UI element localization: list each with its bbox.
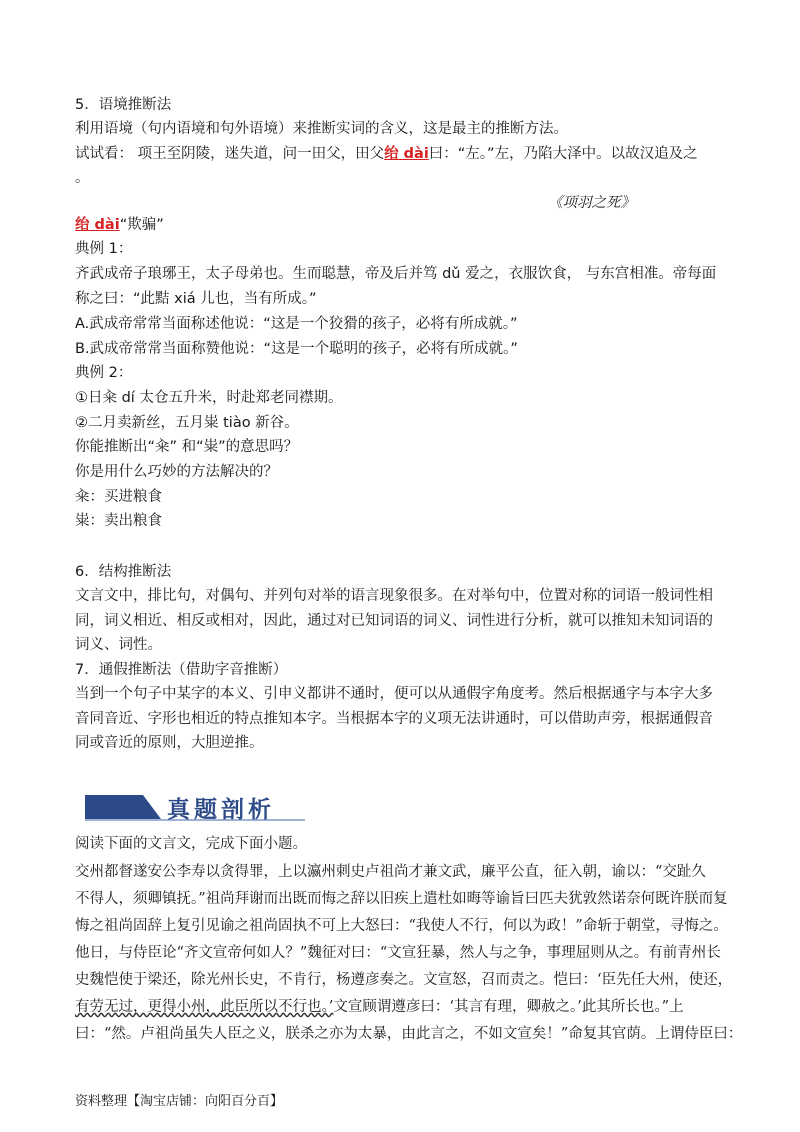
question-2: 你是用什么巧妙的方法解决的？ — [75, 464, 278, 480]
section-7-text-3: 同或音近的原则，大胆逆推。 — [75, 735, 264, 751]
section-7-heading: 7．通假推断法（借助字音推断） — [75, 662, 288, 678]
section-6-heading: 6．结构推断法 — [75, 564, 172, 580]
option-a: A.武成帝常常当面称述他说：“这是一个狡猾的孩子，必将有所成就。” — [75, 316, 518, 332]
gloss-line: 绐 dài“欺骗” — [75, 217, 164, 233]
dai-gloss-highlight: 绐 dài — [75, 217, 120, 233]
dai-pinyin-highlight: 绐 dài — [384, 146, 429, 162]
section-6-text-2: 同，词义相近、相反或相对，因此，通过对已知词语的词义、词性进行分析，就可以推知未知词语的 — [75, 613, 713, 629]
section-7-text-2: 音同音近、字形也相近的特点推知本字。当根据本字的义项无法讲通时，可以借助声旁，根据通假音 — [75, 711, 713, 727]
footer-source: 资料整理【淘宝店铺：向阳百分百】 — [75, 1094, 284, 1109]
section-5-description: 利用语境（句内语境和句外语境）来推断实词的含义，这是最主的推断方法。 — [75, 121, 568, 137]
banner-arrow-icon — [143, 795, 161, 819]
section-banner — [75, 787, 305, 827]
section-6-text-1: 文言文中，排比句，对偶句、并列句对举的语言现象很多。在对举句中，位置对称的词语一般词性相 — [75, 588, 713, 604]
reading-intro: 阅读下面的文言文，完成下面小题。 — [75, 836, 307, 852]
banner-bar — [85, 795, 143, 819]
passage-line-4: 他日，与侍臣论“齐文宣帝何如人？”魏征对曰：“文宣狂暴，然人与之争，事理屈则从之。有前青州长 — [75, 945, 721, 961]
try-it-line-end: 。 — [75, 170, 90, 186]
banner-title: 真题剖析 — [167, 796, 275, 823]
section-7-text-1: 当到一个句子中某字的本义、引申义都讲不通时，便可以从通假字角度考。然后根据通字与本字大多 — [75, 686, 713, 702]
answer-1: 籴：买进粮食 — [75, 489, 162, 505]
example-1-label: 典例 1： — [75, 241, 133, 257]
passage-line-6: 有劳无过，更得小州，此臣所以不行也。’文宣顾谓遵彦曰：‘其言有理，卿赦之。’此其所长也。”上 — [75, 999, 684, 1015]
try-it-line: 试试看： 项王至阴陵，迷失道，问一田父，田父绐 dài曰：“左。”左，乃陷大泽中。以故汉追及之 — [75, 146, 698, 162]
example-1-text-1: 齐武成帝子琅琊王，太子母弟也。生而聪慧，帝及后并笃 dǔ 爱之，衣服饮食， 与东宫相准。帝每面 — [75, 266, 717, 282]
question-1: 你能推断出“籴” 和“粜”的意思吗？ — [75, 439, 299, 455]
answer-2: 粜：卖出粮食 — [75, 513, 162, 529]
section-5-heading: 5．语境推断法 — [75, 97, 172, 113]
underlined-sentence: 有劳无过，更得小州，此臣所以不行也。’ — [75, 999, 334, 1015]
passage-line-3: 悔之祖尚固辞上复引见谕之祖尚固执不可上大怒曰：“我使人不行，何以为政！”命斩于朝堂，寻悔之。 — [75, 918, 728, 934]
example-2-text-1: ①日籴 dí 太仓五升米，时赴郑老同襟期。 — [75, 390, 343, 406]
passage-line-2: 不得人，须卿镇抚。”祖尚拜谢而出既而悔之辞以旧疾上遣杜如晦等谕旨曰匹夫犹敦然诺奈何既许朕而复 — [75, 891, 728, 907]
example-2-text-2: ②二月卖新丝，五月粜 tiào 新谷。 — [75, 415, 299, 431]
source-title: 《项羽之死》 — [548, 195, 635, 211]
option-b: B.武成帝常常当面称赞他说：“这是一个聪明的孩子，必将有所成就。” — [75, 341, 518, 357]
passage-line-1: 交州都督遂安公李寿以贪得罪，上以瀛州刺史卢祖尚才兼文武，廉平公直，征入朝，谕以：“交趾久 — [75, 864, 706, 880]
passage-line-5: 史魏恺使于梁还，除光州长史，不肯行，杨遵彦奏之。文宣怒，召而责之。恺曰：‘臣先任大州，使还， — [75, 972, 733, 988]
passage-line-7: 曰：“然。卢祖尚虽失人臣之义，朕杀之亦为太暴，由此言之，不如文宣矣！”命复其官荫。上谓侍臣曰： — [75, 1026, 743, 1042]
example-1-text-2: 称之曰：“此黠 xiá 儿也，当有所成。” — [75, 291, 317, 307]
example-2-label: 典例 2： — [75, 365, 133, 381]
section-6-text-3: 词义、词性。 — [75, 637, 162, 653]
